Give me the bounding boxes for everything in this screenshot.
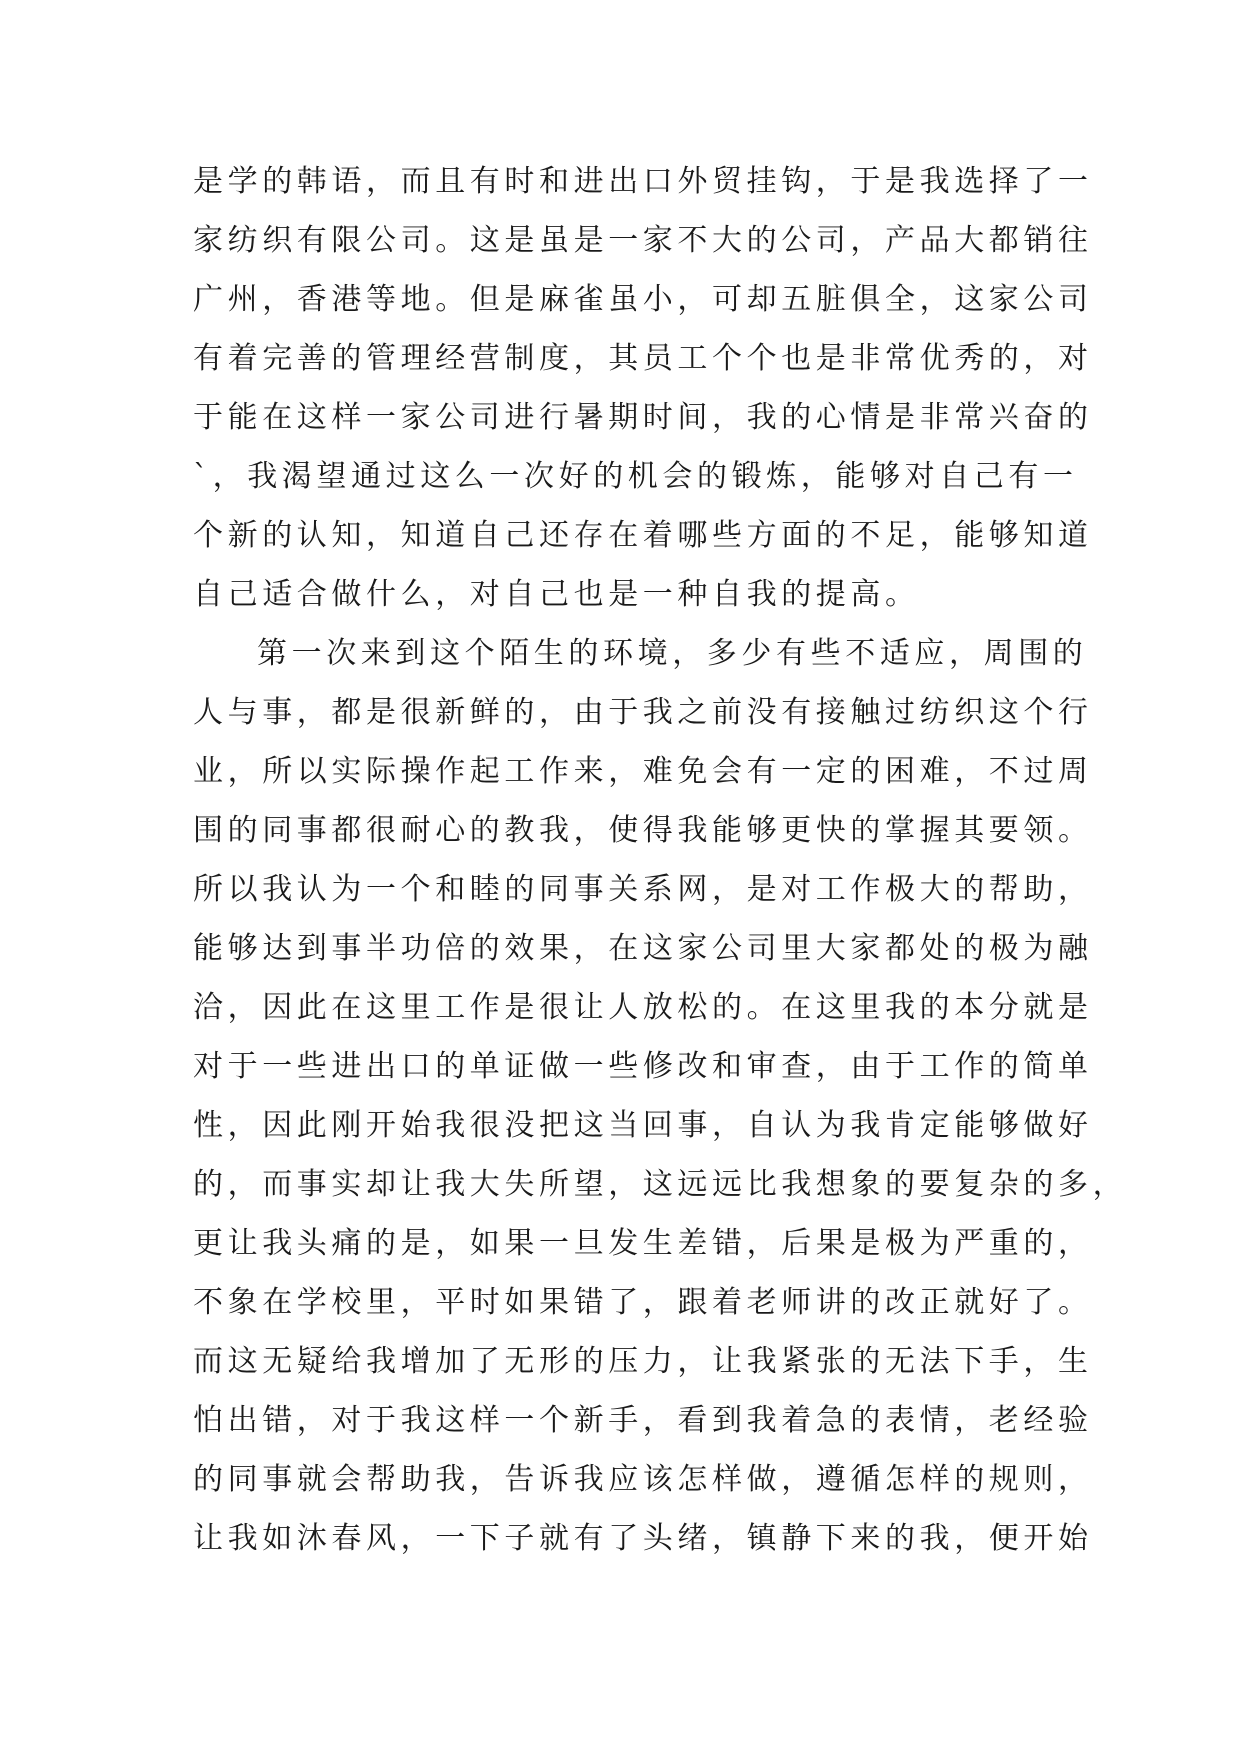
body-text — [193, 152, 1128, 1568]
text-line: 洽，因此在这里工作是很让人放松的。在这里我的本分就是 — [193, 990, 1093, 1025]
text-line: 怕出错，对于我这样一个新手，看到我着急的表情，老经验 — [193, 1403, 1093, 1438]
text-line: 人与事，都是很新鲜的，由于我之前没有接触过纺织这个行 — [193, 695, 1093, 730]
text-line: 对于一些进出口的单证做一些修改和审查，由于工作的简单 — [193, 1049, 1093, 1084]
text-line: 不象在学校里，平时如果错了，跟着老师讲的改正就好了。 — [193, 1285, 1093, 1320]
text-line: 家纺织有限公司。这是虽是一家不大的公司，产品大都销往 — [193, 223, 1093, 258]
text-line: 个新的认知，知道自己还存在着哪些方面的不足，能够知道 — [193, 518, 1093, 553]
text-line: 能够达到事半功倍的效果，在这家公司里大家都处的极为融 — [193, 931, 1093, 966]
text-line: 有着完善的管理经营制度，其员工个个也是非常优秀的，对 — [193, 341, 1093, 376]
text-line: 广州，香港等地。但是麻雀虽小，可却五脏俱全，这家公司 — [193, 282, 1093, 317]
text-line: 让我如沐春风，一下子就有了头绪，镇静下来的我，便开始 — [193, 1521, 1093, 1556]
text-line: 是学的韩语，而且有时和进出口外贸挂钩，于是我选择了一 — [193, 164, 1093, 199]
paragraph-start-line: 第一次来到这个陌生的环境，多少有些不适应，周围的 — [257, 636, 1088, 671]
text-line: 所以我认为一个和睦的同事关系网，是对工作极大的帮助， — [193, 872, 1093, 907]
text-line: `，我渴望通过这么一次好的机会的锻炼，能够对自己有一 — [193, 459, 1078, 494]
text-line: 围的同事都很耐心的教我，使得我能够更快的掌握其要领。 — [193, 813, 1093, 848]
text-line: 而这无疑给我增加了无形的压力，让我紧张的无法下手，生 — [193, 1344, 1093, 1379]
text-line: 更让我头痛的是，如果一旦发生差错，后果是极为严重的， — [193, 1226, 1093, 1261]
text-line: 性，因此刚开始我很没把这当回事，自认为我肯定能够做好 — [193, 1108, 1093, 1143]
text-line: 业，所以实际操作起工作来，难免会有一定的困难，不过周 — [193, 754, 1093, 789]
text-line: 于能在这样一家公司进行暑期时间，我的心情是非常兴奋的 — [193, 400, 1093, 435]
text-line: 自己适合做什么，对自己也是一种自我的提高。 — [193, 577, 920, 612]
text-line: 的同事就会帮助我，告诉我应该怎样做，遵循怎样的规则， — [193, 1462, 1093, 1497]
text-line: 的，而事实却让我大失所望，这远远比我想象的要复杂的多， — [193, 1167, 1128, 1202]
